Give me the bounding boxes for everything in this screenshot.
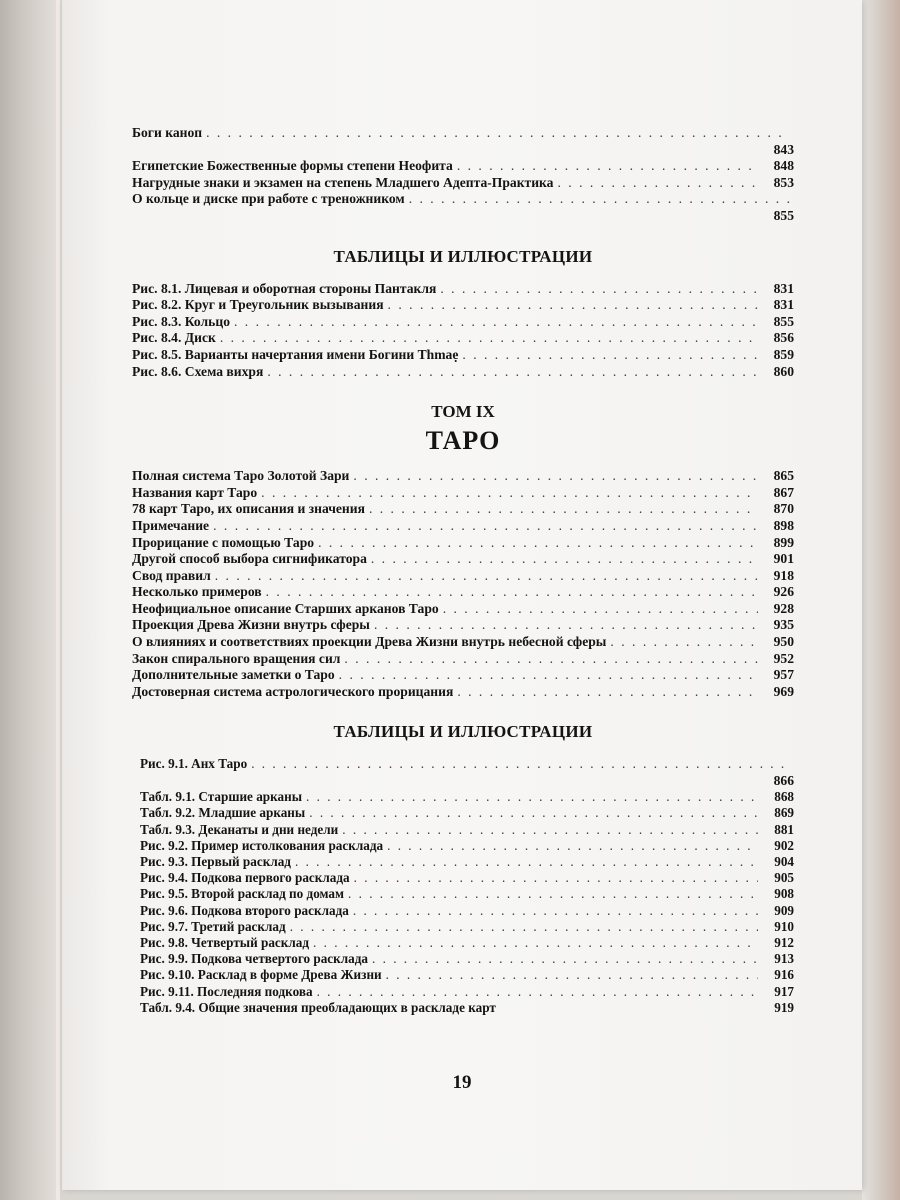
toc-entry-title: Свод правил <box>132 567 211 583</box>
toc-entry-title: Нагрудные знаки и экзамен на степень Младшего Адепта-Практика <box>132 174 554 190</box>
toc-leader-dots <box>339 667 758 684</box>
toc-entry-title: Табл. 9.4. Общие значения преобладающих в раскладе карт <box>140 999 496 1015</box>
toc-leader-dots <box>251 756 790 772</box>
toc-leader-dots <box>353 468 758 485</box>
toc-entry-page: 855 <box>773 207 794 223</box>
toc-leader-dots <box>313 935 758 951</box>
toc-leader-dots <box>309 805 758 821</box>
volume-toc-list <box>132 468 794 700</box>
toc-leader-dots <box>557 175 758 192</box>
toc-entry-title: Несколько примеров <box>132 584 262 600</box>
toc-entry <box>132 314 794 331</box>
toc-entry-title: Прорицание с помощью Таро <box>132 534 315 550</box>
toc-entry <box>132 125 794 142</box>
toc-leader-dots <box>318 535 758 552</box>
toc-entry <box>140 919 794 935</box>
toc-entry <box>132 551 794 568</box>
toc-entry-page: 904 <box>774 854 794 870</box>
toc-entry-page: 917 <box>774 983 794 999</box>
toc-leader-dots <box>369 501 758 518</box>
toc-entry-page: 868 <box>774 789 794 805</box>
toc-top-section <box>132 125 794 225</box>
toc-entry-title: Рис. 8.1. Лицевая и оборотная стороны Пантакля <box>132 280 437 296</box>
volume-heading: ТОМ IX <box>431 402 495 422</box>
toc-entry-page: 902 <box>774 837 794 853</box>
toc-entry-title: Рис. 9.5. Второй расклад по домам <box>140 886 345 902</box>
toc-leader-dots <box>295 854 758 870</box>
toc-entry-title: Закон спирального вращения сил <box>132 650 341 666</box>
toc-entry-title: Рис. 8.5. Варианты начертания имени Богини Thmaẹ <box>132 346 459 362</box>
toc-entry <box>132 485 794 502</box>
toc-entry <box>132 617 794 634</box>
book-edge <box>0 0 60 1200</box>
toc-entry <box>140 756 794 772</box>
toc-entry-page: 926 <box>773 584 794 600</box>
toc-entry-title: Названия карт Таро <box>132 484 258 500</box>
toc-entry-title: Рис. 8.4. Диск <box>132 330 216 346</box>
toc-entry-page: 969 <box>773 683 794 699</box>
toc-entry <box>132 634 794 651</box>
toc-leader-dots <box>261 485 758 502</box>
toc-entry-title: Рис. 9.11. Последняя подкова <box>140 983 313 999</box>
toc-entry <box>132 364 794 381</box>
toc-entry-page: 866 <box>773 772 794 788</box>
toc-entry-page: 831 <box>773 280 794 296</box>
toc-entry-page: 957 <box>773 667 794 683</box>
toc-leader-dots <box>317 984 758 1000</box>
toc-entry-page: 912 <box>774 935 794 951</box>
toc-entry-title: Рис. 9.4. Подкова первого расклада <box>140 870 350 886</box>
toc-leader-dots <box>462 347 758 364</box>
toc-entry <box>132 601 794 618</box>
toc-entry-page: 831 <box>773 297 794 313</box>
toc-entry-page: 898 <box>773 517 794 533</box>
toc-entry-page: 867 <box>773 484 794 500</box>
toc-entry-page: 860 <box>773 363 794 379</box>
toc-entry-page: 952 <box>773 650 794 666</box>
toc-leader-dots <box>267 364 758 381</box>
toc-leader-dots <box>342 822 758 838</box>
toc-leader-dots <box>457 158 758 175</box>
toc-entry <box>132 330 794 347</box>
toc-entry <box>132 501 794 518</box>
toc-leader-dots <box>386 967 758 983</box>
toc-entry <box>140 1000 794 1016</box>
toc-entry <box>132 175 794 192</box>
toc-entry-title: Другой способ выбора сигнификатора <box>132 551 367 567</box>
toc-leader-dots <box>409 191 790 208</box>
toc-entry-page: 910 <box>774 918 794 934</box>
toc-entry-page: 856 <box>773 330 794 346</box>
toc-entry-page: 901 <box>773 551 794 567</box>
toc-entry-page: 908 <box>774 886 794 902</box>
toc-entry-page: 843 <box>773 141 794 157</box>
toc-entry-page: 905 <box>774 870 794 886</box>
toc-entry-page: 859 <box>773 346 794 362</box>
toc-entry-title: Рис. 8.6. Схема вихря <box>132 363 264 379</box>
toc-entry <box>132 568 794 585</box>
toc-leader-dots <box>443 601 758 618</box>
toc-entry-title: Рис. 8.2. Круг и Треугольник вызывания <box>132 297 384 313</box>
toc-leader-dots <box>213 518 758 535</box>
toc-leader-dots <box>206 125 790 142</box>
tables-heading-1: ТАБЛИЦЫ И ИЛЛЮСТРАЦИИ <box>333 246 593 266</box>
toc-entry <box>132 535 794 552</box>
toc-entry-page: 935 <box>773 617 794 633</box>
toc-entry <box>140 838 794 854</box>
toc-entry <box>140 854 794 870</box>
toc-entry-title: Табл. 9.1. Старшие арканы <box>140 789 303 805</box>
toc-entry-page: 909 <box>774 902 794 918</box>
toc-leader-dots <box>374 617 758 634</box>
toc-leader-dots <box>457 684 758 701</box>
toc-entry-title: Рис. 8.3. Кольцо <box>132 313 230 329</box>
toc-leader-dots <box>610 634 758 651</box>
toc-entry-page: 950 <box>773 634 794 650</box>
toc-entry-title: Египетские Божественные формы степени Неофита <box>132 158 453 174</box>
toc-entry-title: Боги каноп <box>132 125 203 140</box>
toc-leader-dots <box>354 870 758 886</box>
volume-title: ТАРО <box>425 426 501 456</box>
toc-entry-title: Табл. 9.3. Деканаты и дни недели <box>140 821 339 837</box>
toc-entry-page: 869 <box>774 805 794 821</box>
toc-leader-dots <box>215 568 758 585</box>
toc-entry-title: Рис. 9.3. Первый расклад <box>140 854 291 870</box>
toc-leader-dots <box>388 297 758 314</box>
toc-entry-title: Примечание <box>132 517 210 533</box>
toc-entry <box>140 967 794 983</box>
toc-entry-page: 855 <box>773 313 794 329</box>
book-page <box>62 0 862 1190</box>
toc-leader-dots <box>372 951 758 967</box>
toc-entry <box>132 684 794 701</box>
toc-entry-title: Дополнительные заметки о Таро <box>132 667 335 683</box>
toc-leader-dots <box>290 919 758 935</box>
toc-entry-page: 865 <box>773 468 794 484</box>
toc-entry <box>140 984 794 1000</box>
toc-leader-dots <box>344 651 758 668</box>
toc-entry <box>132 584 794 601</box>
toc-entry-page: 870 <box>773 501 794 517</box>
toc-entry <box>140 951 794 967</box>
toc-entry-page: 928 <box>773 600 794 616</box>
toc-entry <box>140 789 794 805</box>
toc-entry <box>132 191 794 208</box>
toc-entry-title: О кольце и диске при работе с треножником <box>132 191 405 207</box>
toc-entry <box>132 667 794 684</box>
toc-entry <box>132 468 794 485</box>
toc-entry-title: Рис. 9.8. Четвертый расклад <box>140 935 310 951</box>
toc-entry <box>132 297 794 314</box>
toc-entry-title: Неофициальное описание Старших арканов Таро <box>132 600 439 616</box>
toc-entry-page: 913 <box>774 951 794 967</box>
tables-list-2 <box>140 756 794 1016</box>
toc-leader-dots <box>266 584 758 601</box>
toc-entry-page: 848 <box>773 158 794 174</box>
toc-entry-title: Проекция Древа Жизни внутрь сферы <box>132 617 370 633</box>
toc-entry-page: 881 <box>774 821 794 837</box>
toc-leader-dots <box>348 886 758 902</box>
toc-leader-dots <box>371 551 758 568</box>
toc-leader-dots <box>440 281 758 298</box>
toc-entry <box>140 822 794 838</box>
toc-entry-page: 853 <box>773 174 794 190</box>
toc-entry <box>140 805 794 821</box>
toc-entry-title: Табл. 9.2. Младшие арканы <box>140 805 306 821</box>
toc-leader-dots <box>353 903 758 919</box>
toc-entry <box>132 518 794 535</box>
toc-entry <box>140 886 794 902</box>
toc-entry-page: 916 <box>774 967 794 983</box>
toc-entry-page: 899 <box>773 534 794 550</box>
toc-entry <box>132 347 794 364</box>
table-of-contents <box>132 125 794 1016</box>
toc-entry-page: 919 <box>774 999 794 1015</box>
toc-entry <box>140 903 794 919</box>
toc-leader-dots <box>306 789 758 805</box>
toc-entry-title: Рис. 9.9. Подкова четвертого расклада <box>140 951 369 967</box>
toc-entry-title: Рис. 9.7. Третий расклад <box>140 918 286 934</box>
toc-entry-title: Рис. 9.10. Расклад в форме Древа Жизни <box>140 967 382 983</box>
toc-entry <box>140 935 794 951</box>
toc-leader-dots <box>387 838 758 854</box>
toc-entry-title: Рис. 9.2. Пример истолкования расклада <box>140 837 384 853</box>
toc-entry-title: Полная система Таро Золотой Зари <box>132 468 350 484</box>
toc-entry-title: Рис. 9.1. Анх Таро <box>140 756 248 772</box>
page-number: 19 <box>452 1072 472 1093</box>
toc-leader-dots <box>220 330 758 347</box>
book-cover-edge <box>862 0 900 1200</box>
toc-entry <box>132 651 794 668</box>
tables-list-1 <box>132 281 794 381</box>
toc-entry-title: Рис. 9.6. Подкова второго расклада <box>140 902 349 918</box>
toc-entry-page: 918 <box>773 567 794 583</box>
toc-entry-title: 78 карт Таро, их описания и значения <box>132 501 365 517</box>
toc-entry <box>140 870 794 886</box>
toc-leader-dots <box>234 314 758 331</box>
toc-entry <box>132 158 794 175</box>
toc-entry-title: О влияниях и соответствиях проекции Древа Жизни внутрь небесной сферы <box>132 634 607 650</box>
toc-entry-title: Достоверная система астрологического прорицания <box>132 683 454 699</box>
toc-entry <box>132 281 794 298</box>
tables-heading-2: ТАБЛИЦЫ И ИЛЛЮСТРАЦИИ <box>333 722 593 742</box>
